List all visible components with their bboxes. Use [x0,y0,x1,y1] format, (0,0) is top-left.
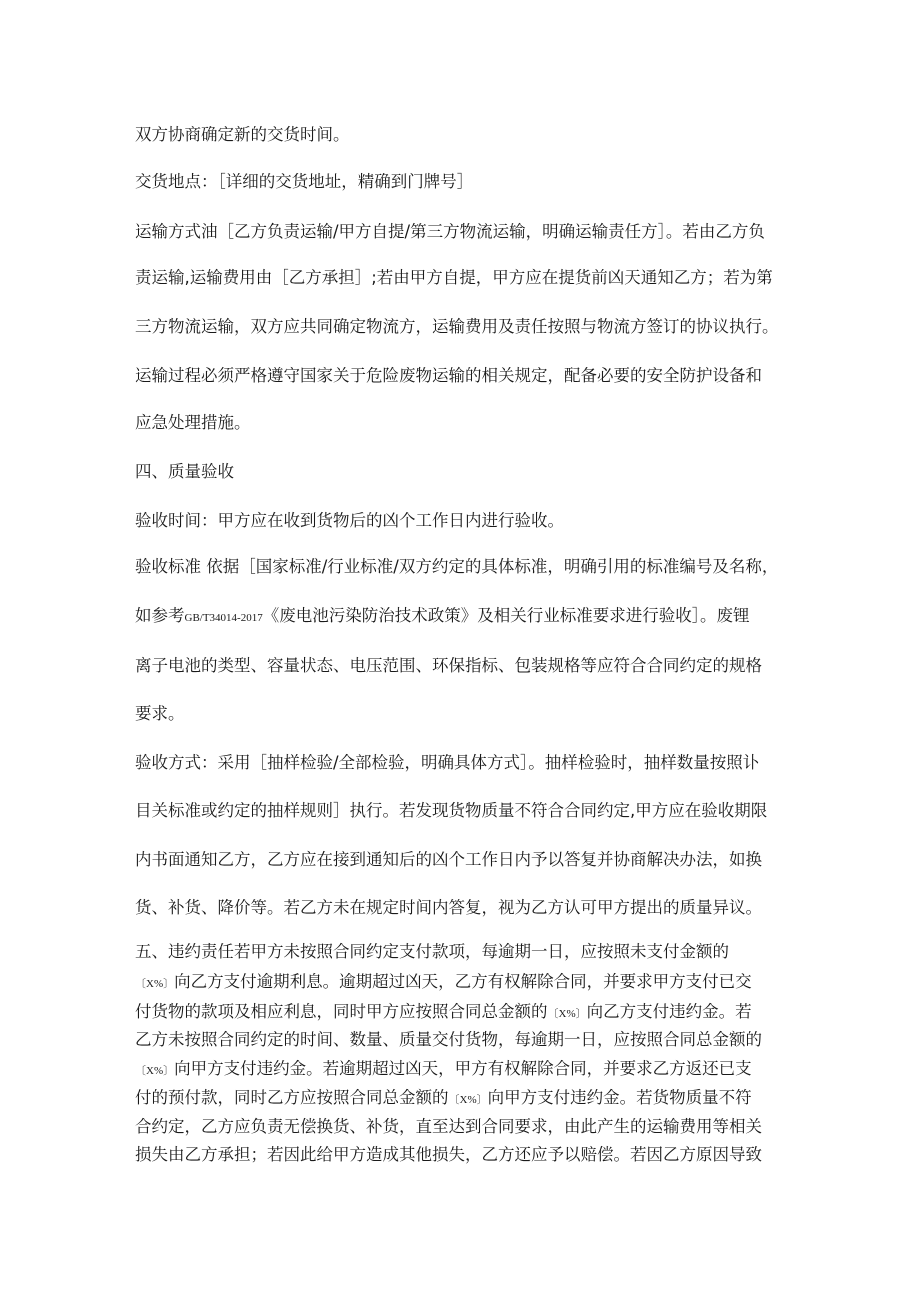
text-line: 运输方式油［乙方负责运输/甲方自提/第三方物流运输，明确运输责任方］。若由乙方负 [135,222,765,241]
text-line: 离子电池的类型、容量状态、电压范围、环保指标、包装规格等应符合合同约定的规格 [135,656,762,675]
rate-placeholder: 〔X%〕 [547,1008,587,1020]
section-heading: 五、违约责任若甲方未按照合同约定支付款项，每逾期一日，应按照未支付金额的 [135,942,729,961]
text-line: 〔X%〕向甲方支付违约金。若逾期超过凶天，甲方有权解除合同，并要求乙方返还已支 [135,1059,752,1078]
text-line: 验收时间：甲方应在收到货物后的凶个工作日内进行验收。 [135,511,564,530]
text-line: 乙方未按照合同约定的时间、数量、质量交付货物，每逾期一日，应按照合同总金额的 [135,1030,762,1049]
text-line: 目关标准或约定的抽样规则］执行。若发现货物质量不符合合同约定,甲方应在验收期限 [135,801,768,820]
text-line: 验收标准 依据［国家标准/行业标准/双方约定的具体标准，明确引用的标准编号及名称， [135,557,779,576]
text-line: 运输过程必须严格遵守国家关于危险废物运输的相关规定，配备必要的安全防护设备和 [135,366,762,385]
rate-placeholder: 〔X%〕 [135,978,175,990]
text-line: 交货地点：［详细的交货地址，精确到门牌号］ [135,172,474,191]
text-line: 付货物的款项及相应利息，同时甲方应按照合同总金额的〔X%〕向乙方支付违约金。若 [135,1002,752,1021]
text-line: 付的预付款，同时乙方应按照合同总金额的〔X%〕向甲方支付违约金。若货物质量不符 [135,1088,752,1107]
text-line: 验收方式：采用［抽样检验/全部检验，明确具体方式］。抽样检验时，抽样数量按照讣 [135,753,760,772]
rate-placeholder: 〔X%〕 [135,1065,175,1077]
text-line: 如参考GB/T34014-2017《废电池污染防治技术政策》及相关行业标准要求进行验收］。废锂 [135,606,750,625]
standard-code: GB/T34014-2017 [184,612,263,624]
text-line: 责运输,运输费用由［乙方承担］;若由甲方自提，甲方应在提货前凶天通知乙方；若为第 [135,268,773,287]
section-heading: 四、质量验收 [135,462,234,481]
text-line: 合约定，乙方应负责无偿换货、补货，直至达到合同要求，由此产生的运输费用等相关 [135,1117,762,1136]
text-line: 应急处理措施。 [135,413,251,432]
text-line: 货、补货、降价等。若乙方未在规定时间内答复，视为乙方认可甲方提出的质量异议。 [135,898,762,917]
text-line: 内书面通知乙方，乙方应在接到通知后的凶个工作日内予以答复并协商解决办法，如换 [135,850,762,869]
text-line: 要求。 [135,704,185,723]
text-line: 三方物流运输，双方应共同确定物流方，运输费用及责任按照与物流方签订的协议执行。 [135,317,779,336]
rate-placeholder: 〔X%〕 [448,1094,488,1106]
text-line: 〔X%〕向乙方支付逾期利息。逾期超过凶天，乙方有权解除合同，并要求甲方支付已交 [135,972,752,991]
text-line: 双方协商确定新的交货时间。 [135,125,350,144]
text-line: 损失由乙方承担；若因此给甲方造成其他损失，乙方还应予以赔偿。若因乙方原因导致 [135,1145,762,1164]
